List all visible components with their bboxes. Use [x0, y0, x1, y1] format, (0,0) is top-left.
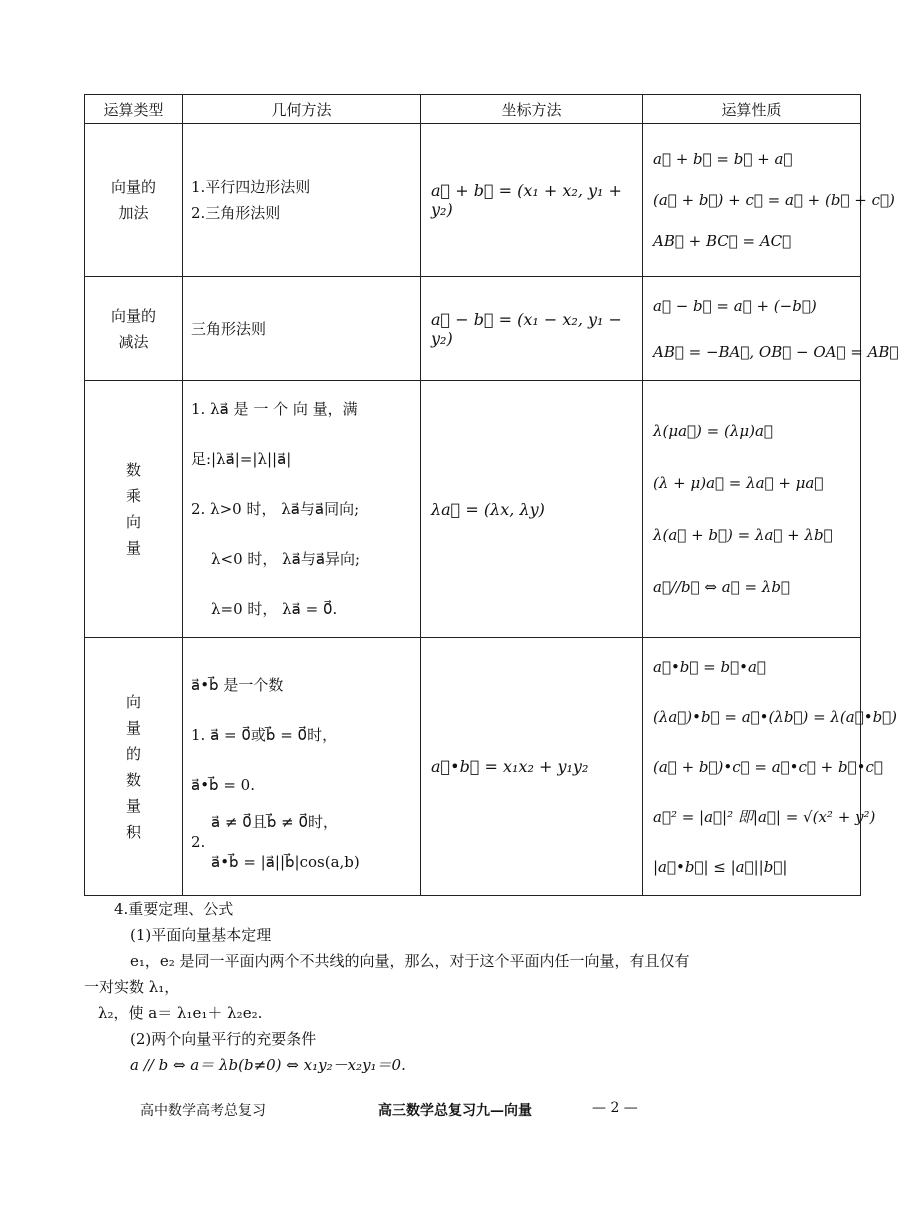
type-cell: [85, 381, 183, 638]
type-text: 向量的: [110, 306, 156, 325]
subsection-parallel-condition: (2)两个向量平行的充要条件: [130, 1030, 317, 1048]
coordinate-cell: λa⃗ = (λx, λy): [421, 381, 643, 638]
property-formula: |a⃗•b⃗| ≤ |a⃗||b⃗|: [653, 857, 788, 876]
geometry-text: a⃗ ≠ 0⃗且b⃗ ≠ 0⃗时，: [211, 812, 339, 831]
vector-operations-table: [84, 94, 898, 896]
geometry-text: 三角形法则: [191, 319, 267, 338]
property-formula: (λa⃗)•b⃗ = a⃗•(λb⃗) = λ(a⃗•b⃗): [653, 707, 898, 726]
property-formula: a⃗² = |a⃗|² 即|a⃗| = √(x² + y²): [653, 807, 876, 826]
property-formula: λ(a⃗ + b⃗) = λa⃗ + λb⃗: [653, 526, 833, 544]
type-text: 向: [125, 692, 141, 711]
header-geometric-method: 几何方法: [183, 95, 421, 124]
type-cell: [85, 124, 183, 277]
property-formula: AB⃗ = −BA⃗, OB⃗ − OA⃗ = AB⃗: [653, 342, 898, 361]
property-formula: a⃗•b⃗ = b⃗•a⃗: [653, 657, 766, 676]
geometry-cell: [183, 124, 421, 277]
geometry-cell: [183, 638, 421, 896]
section-heading: 4.重要定理、公式: [114, 900, 234, 918]
geometry-text: 1. λa⃗ 是 一 个 向 量，满: [191, 400, 358, 418]
coordinate-cell: a⃗ + b⃗ = (x₁ + x₂, y₁ + y₂): [421, 124, 643, 277]
coordinate-cell: a⃗ − b⃗ = (x₁ − x₂, y₁ − y₂): [421, 277, 643, 381]
coordinate-cell: a⃗•b⃗ = x₁x₂ + y₁y₂: [421, 638, 643, 896]
header-operation-type: 运算类型: [85, 95, 183, 124]
geometry-text: a⃗•b⃗ 是一个数: [191, 675, 284, 694]
geometry-text: 足:|λa⃗|=|λ||a⃗|: [191, 450, 292, 468]
property-formula: (λ + μ)a⃗ = λa⃗ + μa⃗: [653, 474, 824, 492]
footer-center: 高三数学总复习九—向量: [378, 1103, 532, 1119]
subsection-basic-theorem: (1)平面向量基本定理: [130, 926, 272, 944]
table-row-dot-product: [85, 638, 861, 896]
geometry-text: 2.: [191, 832, 206, 851]
theorem-text: 一对实数 λ₁，: [84, 978, 180, 996]
geometry-text: 2.三角形法则: [191, 204, 281, 222]
properties-cell: [643, 381, 861, 638]
properties-cell: [643, 277, 898, 381]
table-row-addition: [85, 124, 861, 277]
type-cell: [85, 638, 183, 896]
type-text: 数: [125, 770, 141, 789]
property-formula: a⃗ − b⃗ = a⃗ + (−b⃗): [653, 296, 817, 315]
geometry-text: a⃗•b⃗ = 0.: [191, 775, 255, 794]
geometry-text: 2. λ>0 时， λa⃗与a⃗同向;: [191, 500, 360, 518]
type-text: 向量的: [110, 178, 156, 196]
type-text: 量: [125, 718, 141, 737]
geometry-cell: [183, 277, 421, 381]
footer-left: 高中数学高考总复习: [140, 1103, 266, 1119]
property-formula: (a⃗ + b⃗) + c⃗ = a⃗ + (b⃗ + c⃗): [653, 191, 895, 209]
type-text: 向: [125, 513, 141, 531]
header-coordinate-method: 坐标方法: [421, 95, 643, 124]
geometry-text: 1. a⃗ = 0⃗或b⃗ = 0⃗时，: [191, 725, 338, 744]
type-text: 数: [125, 461, 141, 479]
properties-cell: [643, 124, 895, 277]
type-cell: [85, 277, 183, 381]
type-text: 积: [125, 822, 141, 841]
table-row-subtraction: [85, 277, 861, 381]
property-formula: (a⃗ + b⃗)•c⃗ = a⃗•c⃗ + b⃗•c⃗: [653, 757, 883, 776]
header-properties: 运算性质: [643, 95, 861, 124]
property-formula: a⃗//b⃗ ⇔ a⃗ = λb⃗: [653, 578, 790, 596]
property-formula: λ(μa⃗) = (λμ)a⃗: [653, 422, 773, 440]
property-formula: a⃗ + b⃗ = b⃗ + a⃗: [653, 150, 793, 168]
type-text: 量: [125, 796, 141, 815]
geometry-text: 1.平行四边形法则: [191, 178, 311, 196]
table-row-scalar-multiplication: [85, 381, 861, 638]
type-text: 的: [125, 744, 141, 763]
geometry-text: λ<0 时， λa⃗与a⃗异向;: [211, 550, 361, 568]
page-number: — 2 —: [592, 1100, 638, 1116]
type-text: 量: [125, 539, 141, 557]
geometry-text: a⃗•b⃗ = |a⃗||b⃗|cos(a,b): [211, 852, 360, 871]
geometry-text: λ=0 时， λa⃗ = 0⃗.: [211, 600, 338, 618]
property-formula: AB⃗ + BC⃗ = AC⃗: [653, 232, 792, 250]
type-text: 减法: [118, 332, 149, 351]
geometry-cell: [183, 381, 421, 638]
theorem-text: e₁，e₂ 是同一平面内两个不共线的向量，那么，对于这个平面内任一向量，有且仅有: [130, 952, 690, 970]
properties-cell: [643, 638, 898, 896]
theorem-text: λ₂，使 a＝ λ₁e₁＋ λ₂e₂.: [98, 1004, 263, 1022]
type-text: 乘: [125, 487, 141, 505]
parallel-formula: a // b ⇔ a＝ λb(b≠0) ⇔ x₁y₂－x₂y₁＝0.: [130, 1056, 406, 1074]
table-header-row: [85, 95, 861, 124]
type-text: 加法: [118, 204, 149, 222]
